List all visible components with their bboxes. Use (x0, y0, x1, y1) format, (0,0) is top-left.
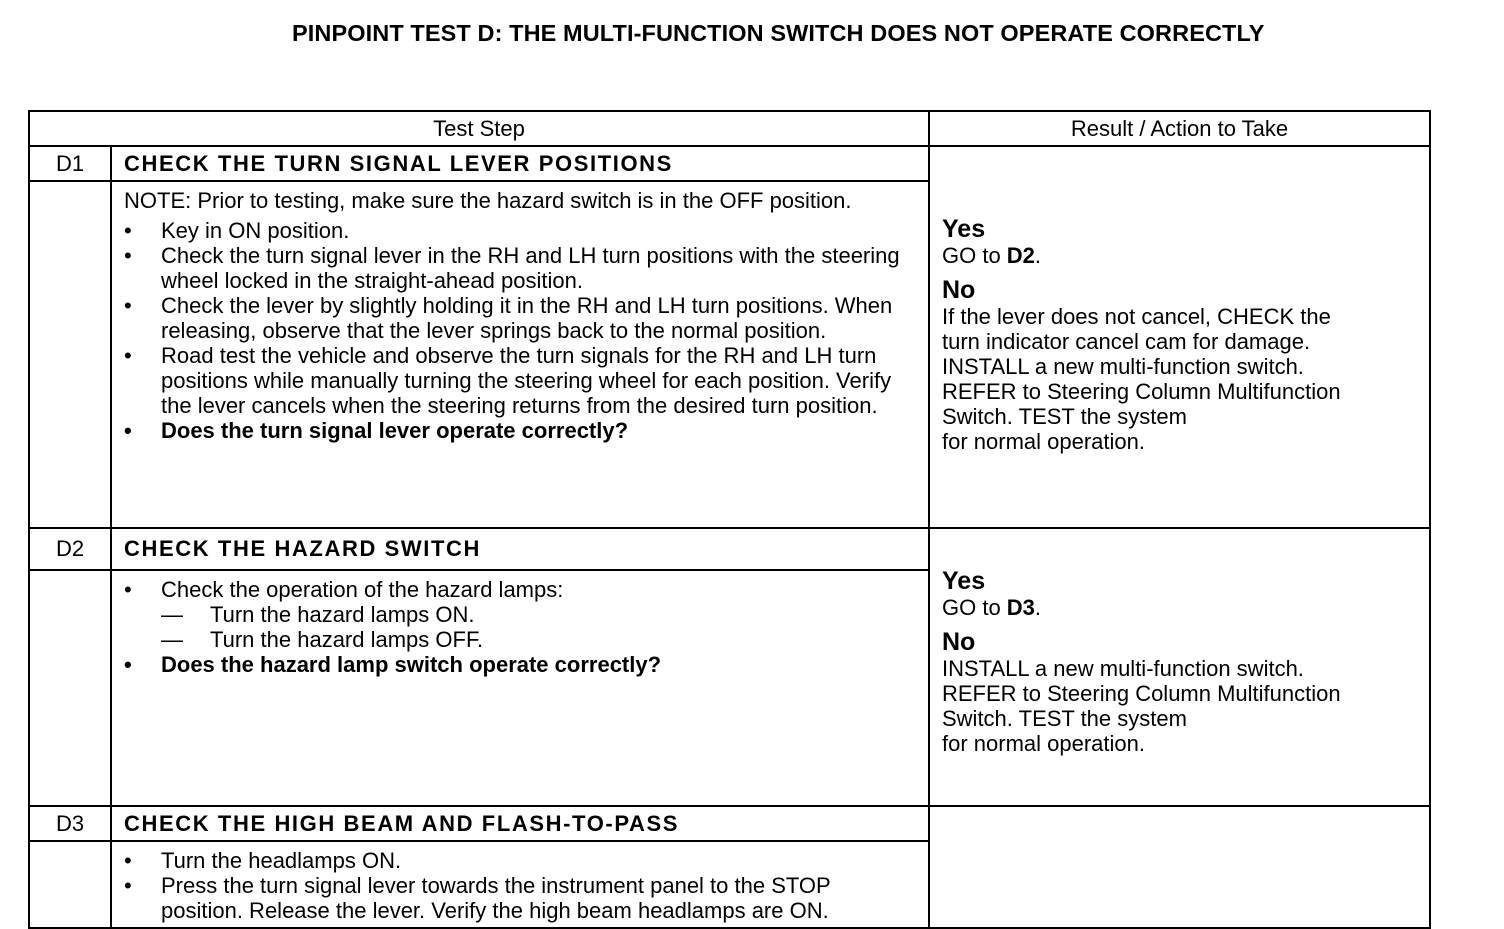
result-no-line: for normal operation. (942, 731, 1145, 756)
result-no-line: INSTALL a new multi-function switch. (942, 656, 1304, 681)
col-header-test-step: Test Step (29, 111, 929, 146)
result-yes-label: Yes (942, 567, 986, 595)
step-id: D1 (29, 146, 111, 181)
step-d1-instructions (111, 181, 929, 528)
list-item: • Check the turn signal lever in the RH and LH turn positions with the steering wheel locked in the straight-ahead position. (124, 243, 900, 293)
step-id-blank (29, 181, 111, 528)
dash-item: — Turn the hazard lamps OFF. (161, 626, 484, 652)
step-d2-instructions (111, 570, 929, 806)
step-d2-title-row (29, 528, 1430, 570)
list-item: • Check the lever by slightly holding it in the RH and LH turn positions. When releasing, observe that the lever springs back to the normal position. (124, 293, 893, 343)
result-yes-action: GO to D3. (942, 595, 1042, 620)
result-no-line: Switch. TEST the system (942, 403, 1187, 429)
result-yes-label: Yes (942, 214, 986, 243)
step-id: D2 (29, 528, 111, 570)
step-title: CHECK THE TURN SIGNAL LEVER POSITIONS (111, 146, 929, 181)
result-yes-action: GO to D2. (942, 242, 1042, 268)
step-d1-result (929, 146, 1430, 528)
list-item: • Check the operation of the hazard lamps: (124, 576, 564, 602)
list-item-question: • Does the hazard lamp switch operate correctly? (124, 651, 662, 677)
result-no-line: turn indicator cancel cam for damage. (942, 328, 1311, 354)
list-item-sub (124, 602, 916, 652)
step-id-blank (29, 570, 111, 806)
result-no-line: REFER to Steering Column Multifunction (942, 378, 1341, 404)
step-d3-instructions (111, 841, 929, 928)
result-yes-target: D2 (1006, 242, 1035, 268)
result-no-line: If the lever does not cancel, CHECK the (942, 303, 1331, 329)
step-d2-bullet-list (124, 577, 916, 677)
list-item: • Key in ON position. (124, 218, 350, 243)
step-d1-bullet-list (124, 218, 916, 443)
list-item: • Road test the vehicle and observe the turn signals for the RH and LH turn positions while manually turning the steering wheel for each position. Verify the lever cancels when the steering returns from the desired turn position. (124, 343, 892, 418)
pinpoint-test-table (28, 110, 1431, 929)
result-no-label: No (942, 628, 976, 656)
list-item: • Turn the headlamps ON. (124, 848, 402, 873)
step-id-blank (29, 841, 111, 928)
step-d3-title-row (29, 806, 1430, 841)
result-no-line: INSTALL a new multi-function switch. (942, 353, 1304, 379)
result-no-label: No (942, 275, 976, 304)
dash-item: — Turn the hazard lamps ON. (161, 601, 475, 627)
step-title: CHECK THE HAZARD SWITCH (111, 528, 929, 570)
table-header-row (29, 111, 1430, 146)
step-d3-result (929, 806, 1430, 928)
result-no-line: REFER to Steering Column Multifunction (942, 681, 1341, 706)
result-no-line: Switch. TEST the system (942, 706, 1187, 731)
step-d1-title-row (29, 146, 1430, 181)
page-title: PINPOINT TEST D: THE MULTI-FUNCTION SWITCH DOES NOT OPERATE CORRECTLY (292, 20, 1265, 46)
note: NOTE: Prior to testing, make sure the hazard switch is in the OFF position. (124, 188, 852, 213)
result-yes-target: D3 (1006, 595, 1035, 620)
result-no-line: for normal operation. (942, 428, 1145, 454)
col-header-result: Result / Action to Take (929, 111, 1430, 146)
step-d2-result (929, 528, 1430, 806)
step-title: CHECK THE HIGH BEAM AND FLASH-TO-PASS (111, 806, 929, 841)
list-item-question: • Does the turn signal lever operate correctly? (124, 418, 629, 443)
step-id: D3 (29, 806, 111, 841)
list-item: • Press the turn signal lever towards the instrument panel to the STOP position. Release the lever. Verify the high beam headlamps are ON. (124, 873, 831, 923)
